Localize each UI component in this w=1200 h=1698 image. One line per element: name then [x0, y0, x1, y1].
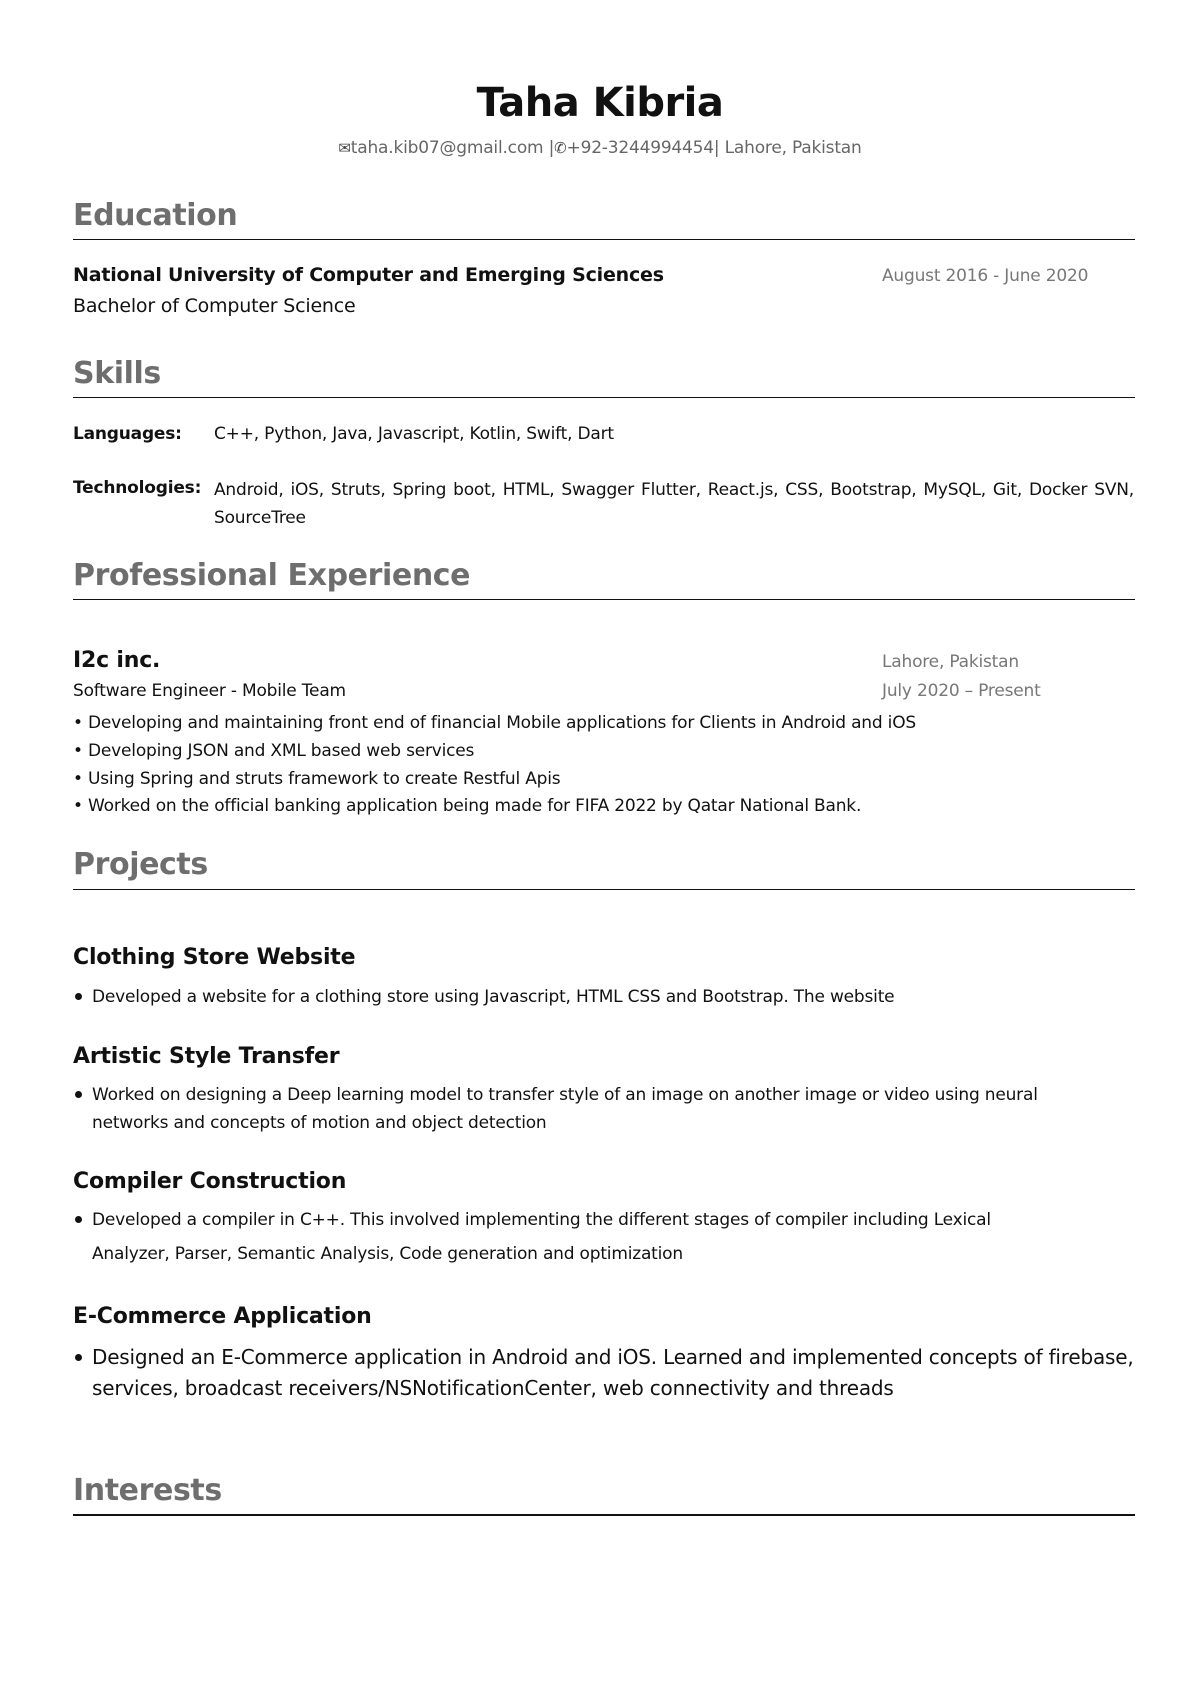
candidate-name: Taha Kibria	[476, 80, 724, 126]
phone-number: +92-3244994454	[566, 138, 714, 158]
project-description-line: Developed a compiler in C++. This involved implementing the different stages of compiler including Lexical	[92, 1210, 991, 1230]
skills-heading: Skills	[73, 356, 161, 391]
skills-languages-value: C++, Python, Java, Javascript, Kotlin, Swift, Dart	[214, 424, 614, 444]
education-school: National University of Computer and Emerging Sciences	[73, 264, 664, 286]
education-heading: Education	[73, 198, 238, 233]
experience-divider	[73, 599, 1135, 600]
experience-location: Lahore, Pakistan	[882, 652, 1019, 672]
experience-bullet: • Using Spring and struts framework to create Restful Apis	[73, 769, 561, 789]
projects-divider	[73, 889, 1135, 890]
mail-icon: ✉	[338, 139, 351, 157]
experience-dates: July 2020 – Present	[882, 681, 1041, 701]
bullet-dot-icon	[75, 1354, 82, 1361]
interests-heading: Interests	[73, 1473, 222, 1508]
skills-technologies-label: Technologies:	[73, 478, 202, 498]
experience-bullet: • Worked on the official banking application being made for FIFA 2022 by Qatar National Bank.	[73, 796, 862, 816]
contact-line	[0, 138, 1200, 158]
interests-divider	[73, 1514, 1135, 1516]
project-title: Clothing Store Website	[73, 945, 356, 970]
project-description-line: services, broadcast receivers/NSNotificationCenter, web connectivity and threads	[92, 1376, 894, 1400]
experience-bullet: • Developing JSON and XML based web services	[73, 741, 475, 761]
contact-location: | Lahore, Pakistan	[713, 138, 862, 158]
experience-role: Software Engineer - Mobile Team	[73, 681, 346, 701]
project-description-line: Developed a website for a clothing store using Javascript, HTML CSS and Bootstrap. The website	[92, 987, 895, 1007]
experience-heading: Professional Experience	[73, 558, 471, 593]
experience-bullet: • Developing and maintaining front end of financial Mobile applications for Clients in Android and iOS	[73, 713, 916, 733]
project-description-line: networks and concepts of motion and object detection	[92, 1113, 547, 1133]
project-description-line: Worked on designing a Deep learning model to transfer style of an image on another image or video using neural	[92, 1085, 1038, 1105]
bullet-dot-icon	[75, 1091, 82, 1098]
skills-technologies-value: Android, iOS, Struts, Spring boot, HTML, Swagger Flutter, React.js, CSS, Bootstrap, MySQL, Git, Docker SVN, SourceTree	[214, 480, 1134, 528]
project-description-line: Designed an E-Commerce application in Android and iOS. Learned and implemented concepts of firebase,	[92, 1345, 1134, 1369]
education-divider	[73, 239, 1135, 240]
project-description-line: Analyzer, Parser, Semantic Analysis, Code generation and optimization	[92, 1244, 683, 1264]
bullet-dot-icon	[75, 993, 82, 1000]
project-title: Compiler Construction	[73, 1169, 347, 1194]
bullet-dot-icon	[75, 1216, 82, 1223]
contact-separator: |	[548, 138, 555, 158]
project-title: E-Commerce Application	[73, 1304, 372, 1329]
skills-languages-label: Languages:	[73, 424, 182, 444]
education-degree: Bachelor of Computer Science	[73, 295, 356, 317]
education-dates: August 2016 - June 2020	[882, 266, 1089, 286]
experience-company: I2c inc.	[73, 648, 161, 673]
email-link[interactable]: taha.kib07@gmail.com	[350, 138, 544, 158]
skills-divider	[73, 397, 1135, 398]
phone-icon: ✆	[554, 139, 567, 157]
projects-heading: Projects	[73, 847, 208, 882]
project-title: Artistic Style Transfer	[73, 1044, 340, 1069]
